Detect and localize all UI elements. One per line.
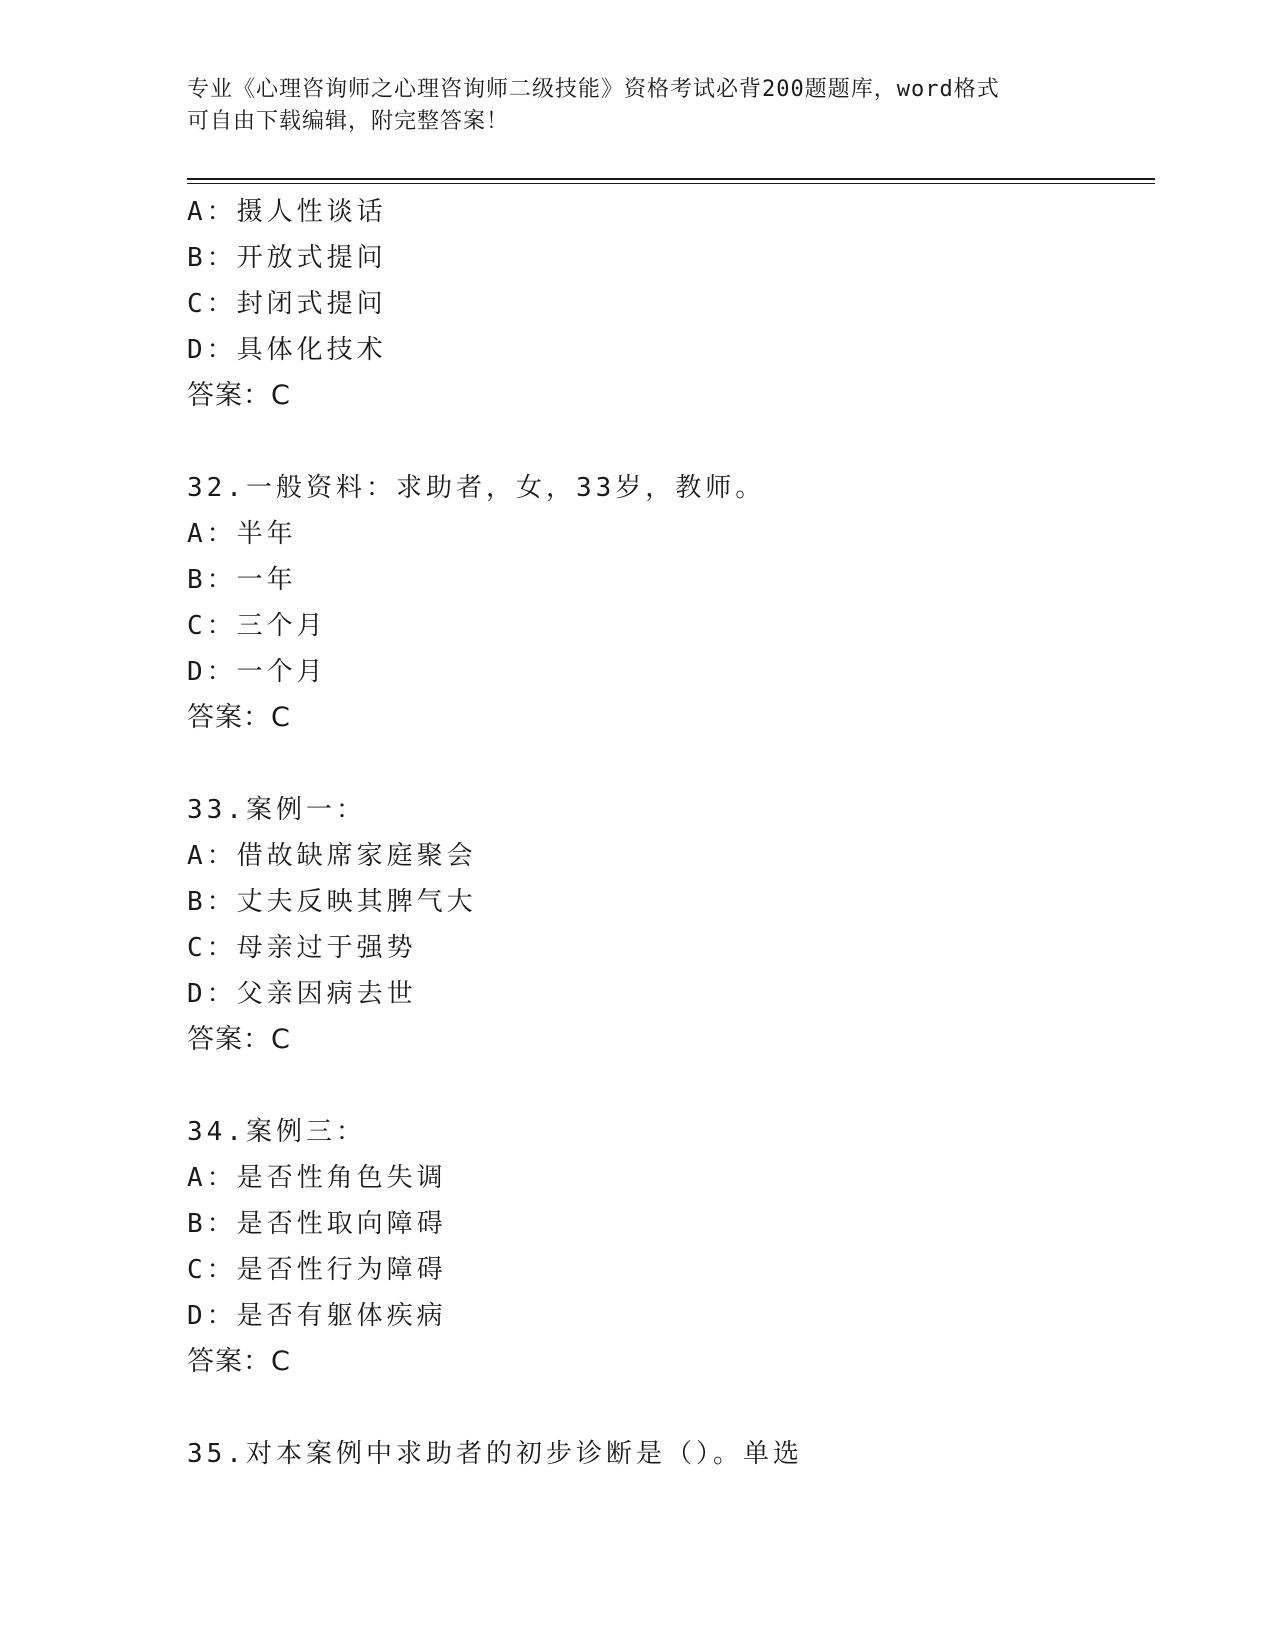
question-text: 35.对本案例中求助者的初步诊断是（）。单选 (187, 1439, 803, 1469)
option-a: A：半年 (187, 519, 297, 549)
header-title-line-2: 可自由下载编辑，附完整答案！ (187, 109, 510, 134)
answer-line: 答案：C (187, 1346, 291, 1377)
question-block-31 (187, 189, 1147, 419)
header-divider (187, 178, 1155, 184)
option-a: A：摄人性谈话 (187, 197, 387, 227)
question-text: 32.一般资料：求助者，女，33岁，教师。 (187, 473, 766, 503)
document-header (187, 74, 1087, 138)
spacer (187, 1063, 1147, 1109)
question-block-32 (187, 465, 1147, 741)
option-c: C：是否性行为障碍 (187, 1255, 447, 1285)
option-d: D：一个月 (187, 657, 327, 687)
option-c: C：母亲过于强势 (187, 933, 417, 963)
spacer (187, 1385, 1147, 1431)
answer-line: 答案：C (187, 380, 291, 411)
question-list (187, 189, 1147, 1477)
option-c: C：封闭式提问 (187, 289, 387, 319)
question-block-33 (187, 787, 1147, 1063)
option-b: B：一年 (187, 565, 297, 595)
spacer (187, 419, 1147, 465)
option-d: D：父亲因病去世 (187, 979, 417, 1009)
option-d: D：是否有躯体疾病 (187, 1301, 447, 1331)
question-text: 33.案例一： (187, 795, 366, 825)
answer-line: 答案：C (187, 1024, 291, 1055)
option-b: B：开放式提问 (187, 243, 387, 273)
option-d: D：具体化技术 (187, 335, 387, 365)
option-a: A：是否性角色失调 (187, 1163, 447, 1193)
option-b: B：丈夫反映其脾气大 (187, 887, 477, 917)
spacer (187, 741, 1147, 787)
question-text: 34.案例三： (187, 1117, 366, 1147)
question-block-34 (187, 1109, 1147, 1385)
option-c: C：三个月 (187, 611, 327, 641)
option-a: A：借故缺席家庭聚会 (187, 841, 477, 871)
header-title-line-1: 专业《心理咨询师之心理咨询师二级技能》资格考试必背200题题库，word格式 (187, 77, 1000, 102)
question-block-35 (187, 1431, 1147, 1477)
answer-line: 答案：C (187, 702, 291, 733)
option-b: B：是否性取向障碍 (187, 1209, 447, 1239)
